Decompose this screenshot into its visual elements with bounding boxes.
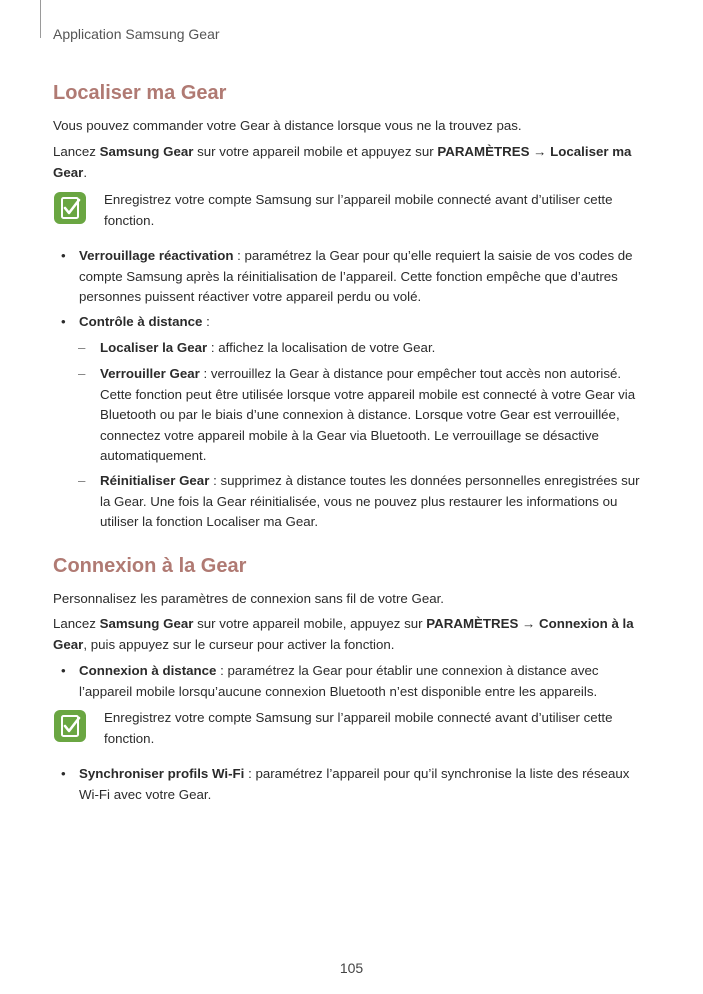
- bullet-icon: •: [61, 314, 66, 329]
- check-note-icon: [53, 191, 87, 225]
- page-number: 105: [339, 960, 364, 976]
- sub-list-item: – Réinitialiser Gear : supprimez à distance toutes les données personnelles enregistrées sur la Gear. Une fois la Gear réinitialisée, vous ne pouvez plus restaurer les informations ou utiliser la fonction Localiser ma Gear.: [78, 473, 640, 529]
- dash-icon: –: [78, 340, 86, 355]
- intro-text: Personnalisez les paramètres de connexion sans fil de votre Gear.: [53, 591, 444, 606]
- sub-list-item: – Verrouiller Gear : verrouillez la Gear à distance pour empêcher tout accès non autorisé. Cette fonction peut être utilisée lorsque votre appareil mobile est connecté à votre Gear via Bluetooth ou par le biais d’une connexion à distance. Lorsque votre Gear est verrouillée, connectez votre appareil mobile à la Gear via Bluetooth. Le verrouillage se désactive automatiquement.: [78, 366, 636, 463]
- dash-icon: –: [78, 473, 86, 488]
- list-item: • Synchroniser profils Wi-Fi : paramétrez l’appareil pour qu’il synchronise la liste des réseaux Wi-Fi avec votre Gear.: [61, 766, 630, 802]
- launch-text: Lancez Samsung Gear sur votre appareil mobile et appuyez sur PARAMÈTRES → Localiser ma Gear.: [53, 144, 632, 180]
- bullet-icon: •: [61, 663, 66, 678]
- section-title: Localiser ma Gear: [53, 82, 227, 104]
- note-text: Enregistrez votre compte Samsung sur l’appareil mobile connecté avant d’utiliser cette fonction.: [104, 192, 613, 228]
- section-title: Connexion à la Gear: [53, 555, 247, 577]
- running-header: Application Samsung Gear: [53, 26, 220, 42]
- list-item: • Connexion à distance : paramétrez la Gear pour établir une connexion à distance avec l’appareil mobile lorsqu’aucune connexion Bluetooth n’est disponible entre les appareils.: [61, 663, 599, 699]
- corner-rule: [40, 0, 41, 38]
- list-item: • Contrôle à distance :: [53, 312, 653, 333]
- bullet-icon: •: [61, 248, 66, 263]
- launch-text: Lancez Samsung Gear sur votre appareil mobile, appuyez sur PARAMÈTRES → Connexion à la Gear, puis appuyez sur le curseur pour activer la fonction.: [53, 616, 634, 652]
- intro-text: Vous pouvez commander votre Gear à distance lorsque vous ne la trouvez pas.: [53, 118, 522, 133]
- section-heading-localiser: [53, 82, 653, 105]
- launch-instructions: [53, 614, 653, 655]
- note-text: Enregistrez votre compte Samsung sur l’appareil mobile connecté avant d’utiliser cette fonction.: [104, 710, 613, 746]
- section-intro: [53, 589, 653, 610]
- launch-instructions: [53, 142, 653, 183]
- list-item: • Verrouillage réactivation : paramétrez la Gear pour qu’elle requiert la saisie de vos codes de compte Samsung après la réinitialisation de l’appareil. Cette fonction empêche que d’autres personnes puissent réactiver votre appareil perdu ou volé.: [61, 248, 633, 304]
- dash-icon: –: [78, 366, 86, 381]
- section-intro: [53, 116, 653, 137]
- check-note-icon: [53, 709, 87, 743]
- bullet-icon: •: [61, 766, 66, 781]
- sub-list-item: – Localiser la Gear : affichez la localisation de votre Gear.: [75, 338, 650, 359]
- section-heading-connexion: [53, 555, 653, 578]
